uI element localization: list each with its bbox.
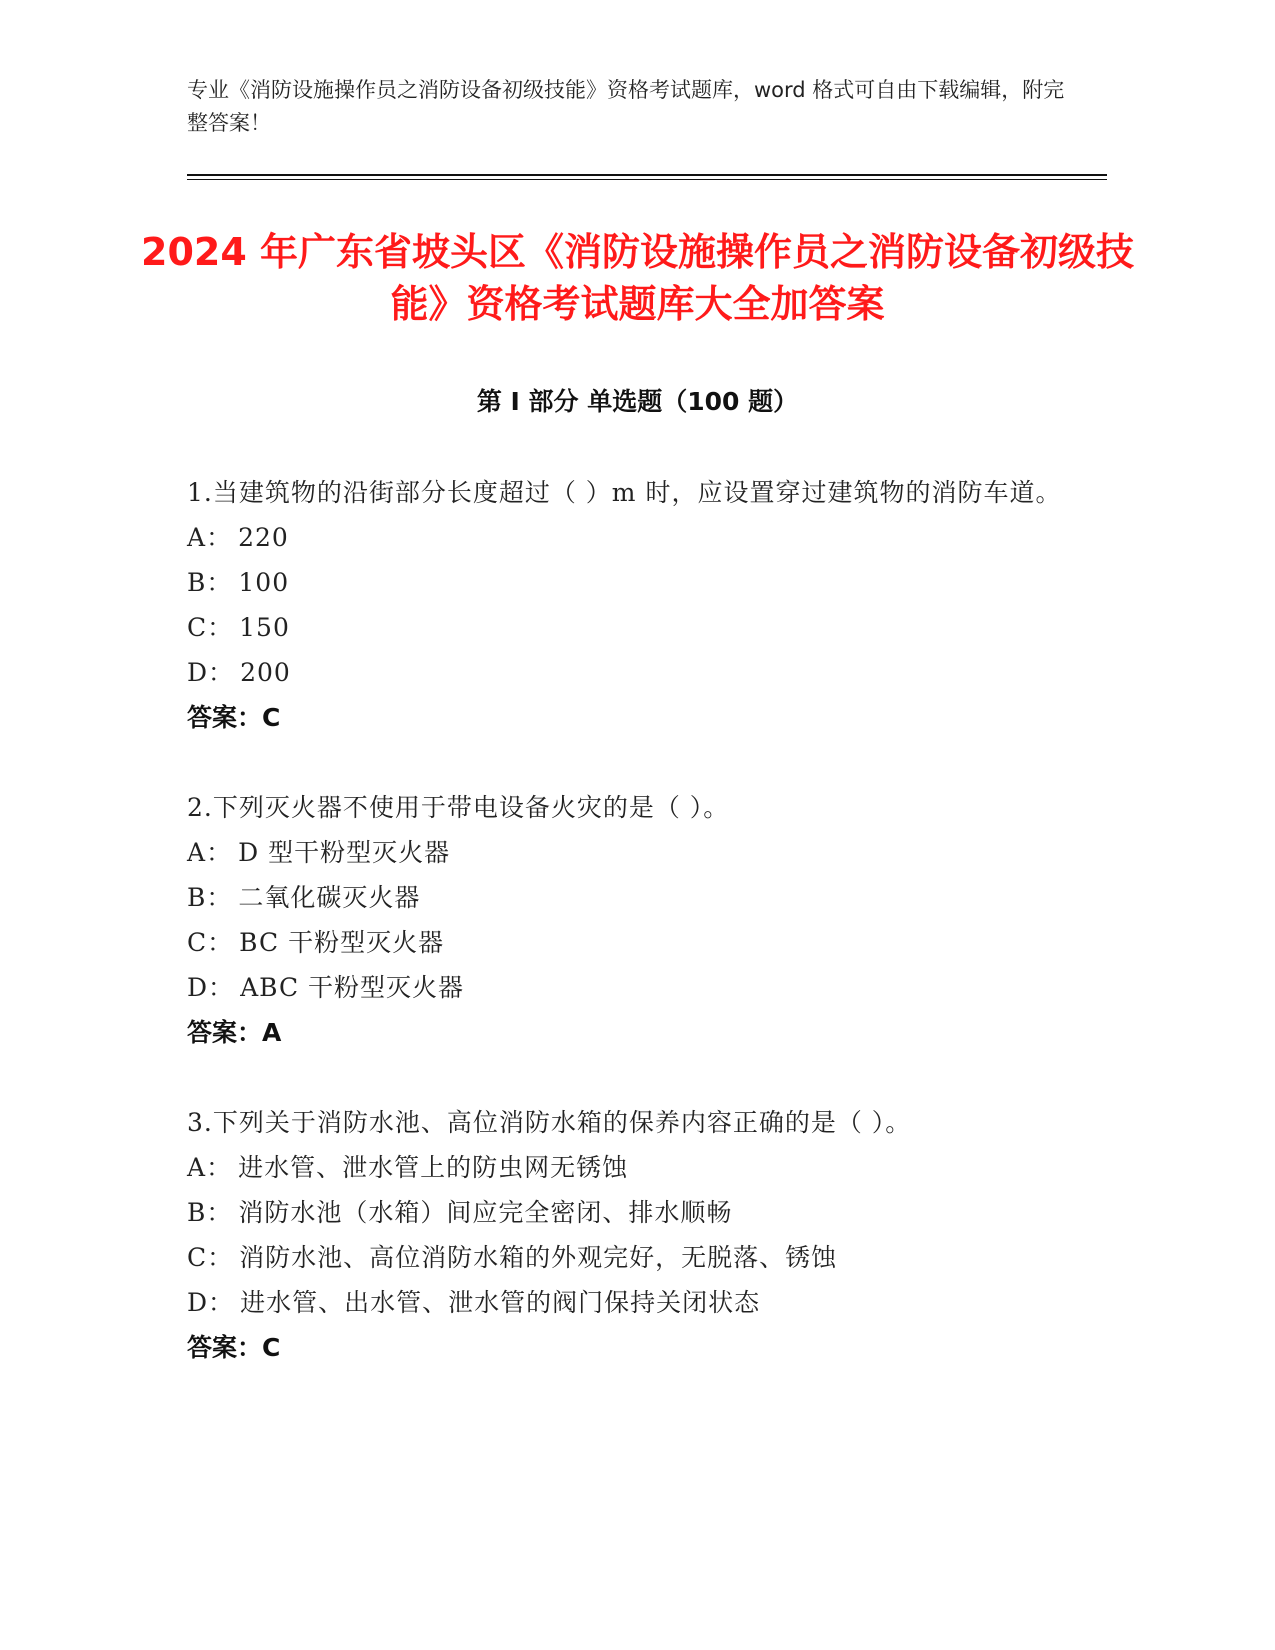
option-separator: ： [208, 658, 235, 687]
question-3 [187, 1100, 1087, 1370]
option-value: 220 [238, 523, 289, 552]
option-b [187, 875, 1087, 920]
section-title: 第 I 部分 单选题（100 题） [476, 387, 799, 416]
option-c [187, 920, 1087, 965]
option-separator: ： [208, 973, 235, 1002]
document-title: 2024 年广东省坡头区《消防设施操作员之消防设备初级技能》资格考试题库大全加答案 [141, 230, 1134, 326]
option-separator: ： [206, 523, 233, 552]
option-b [187, 1190, 1087, 1235]
option-d [187, 965, 1087, 1010]
option-key: B [187, 883, 207, 912]
option-a [187, 1145, 1087, 1190]
option-value: 二氧化碳灭火器 [238, 883, 421, 912]
option-d [187, 650, 1087, 695]
question-text: 1.当建筑物的沿街部分长度超过（ ）m 时，应设置穿过建筑物的消防车道。 [187, 478, 1062, 507]
option-d [187, 1280, 1087, 1325]
header-divider-thick [187, 174, 1107, 176]
question-text: 2.下列灭火器不使用于带电设备火灾的是（ ）。 [187, 793, 730, 822]
option-separator: ： [207, 613, 234, 642]
option-key: B [187, 1198, 207, 1227]
option-value: 进水管、泄水管上的防虫网无锈蚀 [238, 1153, 629, 1182]
option-b [187, 560, 1087, 605]
answer: 答案：C [187, 1333, 281, 1362]
option-value: 100 [238, 568, 290, 597]
option-value: 150 [239, 613, 290, 642]
option-separator: ： [206, 838, 233, 867]
option-value: BC 干粉型灭火器 [239, 928, 445, 957]
option-separator: ： [206, 1198, 233, 1227]
question-text: 3.下列关于消防水池、高位消防水箱的保养内容正确的是（ ）。 [187, 1108, 912, 1137]
option-a [187, 830, 1087, 875]
option-separator: ： [206, 568, 233, 597]
option-separator: ： [207, 928, 234, 957]
option-key: A [187, 1153, 207, 1182]
option-key: B [187, 568, 207, 597]
option-value: 消防水池、高位消防水箱的外观完好，无脱落、锈蚀 [239, 1243, 838, 1272]
option-separator: ： [206, 1153, 233, 1182]
answer: 答案：C [187, 703, 281, 732]
option-separator: ： [207, 1243, 234, 1272]
header-note: 专业《消防设施操作员之消防设备初级技能》资格考试题库，word 格式可自由下载编辑，附完整答案！ [187, 78, 1065, 135]
option-key: A [187, 523, 207, 552]
option-key: D [187, 658, 209, 687]
question-2 [187, 785, 1087, 1055]
option-key: D [187, 1288, 209, 1317]
option-c [187, 1235, 1087, 1280]
question-1 [187, 470, 1087, 740]
option-value: ABC 干粉型灭火器 [240, 973, 465, 1002]
question-list [187, 470, 1087, 1415]
option-key: C [187, 928, 208, 957]
header-divider-thin [187, 179, 1107, 180]
option-separator: ： [206, 883, 233, 912]
option-value: D 型干粉型灭火器 [238, 838, 451, 867]
option-key: D [187, 973, 209, 1002]
option-value: 进水管、出水管、泄水管的阀门保持关闭状态 [240, 1288, 761, 1317]
option-value: 200 [240, 658, 291, 687]
answer: 答案：A [187, 1018, 282, 1047]
option-key: C [187, 613, 208, 642]
option-a [187, 515, 1087, 560]
option-key: A [187, 838, 207, 867]
option-key: C [187, 1243, 208, 1272]
option-c [187, 605, 1087, 650]
option-separator: ： [208, 1288, 235, 1317]
option-value: 消防水池（水箱）间应完全密闭、排水顺畅 [238, 1198, 733, 1227]
